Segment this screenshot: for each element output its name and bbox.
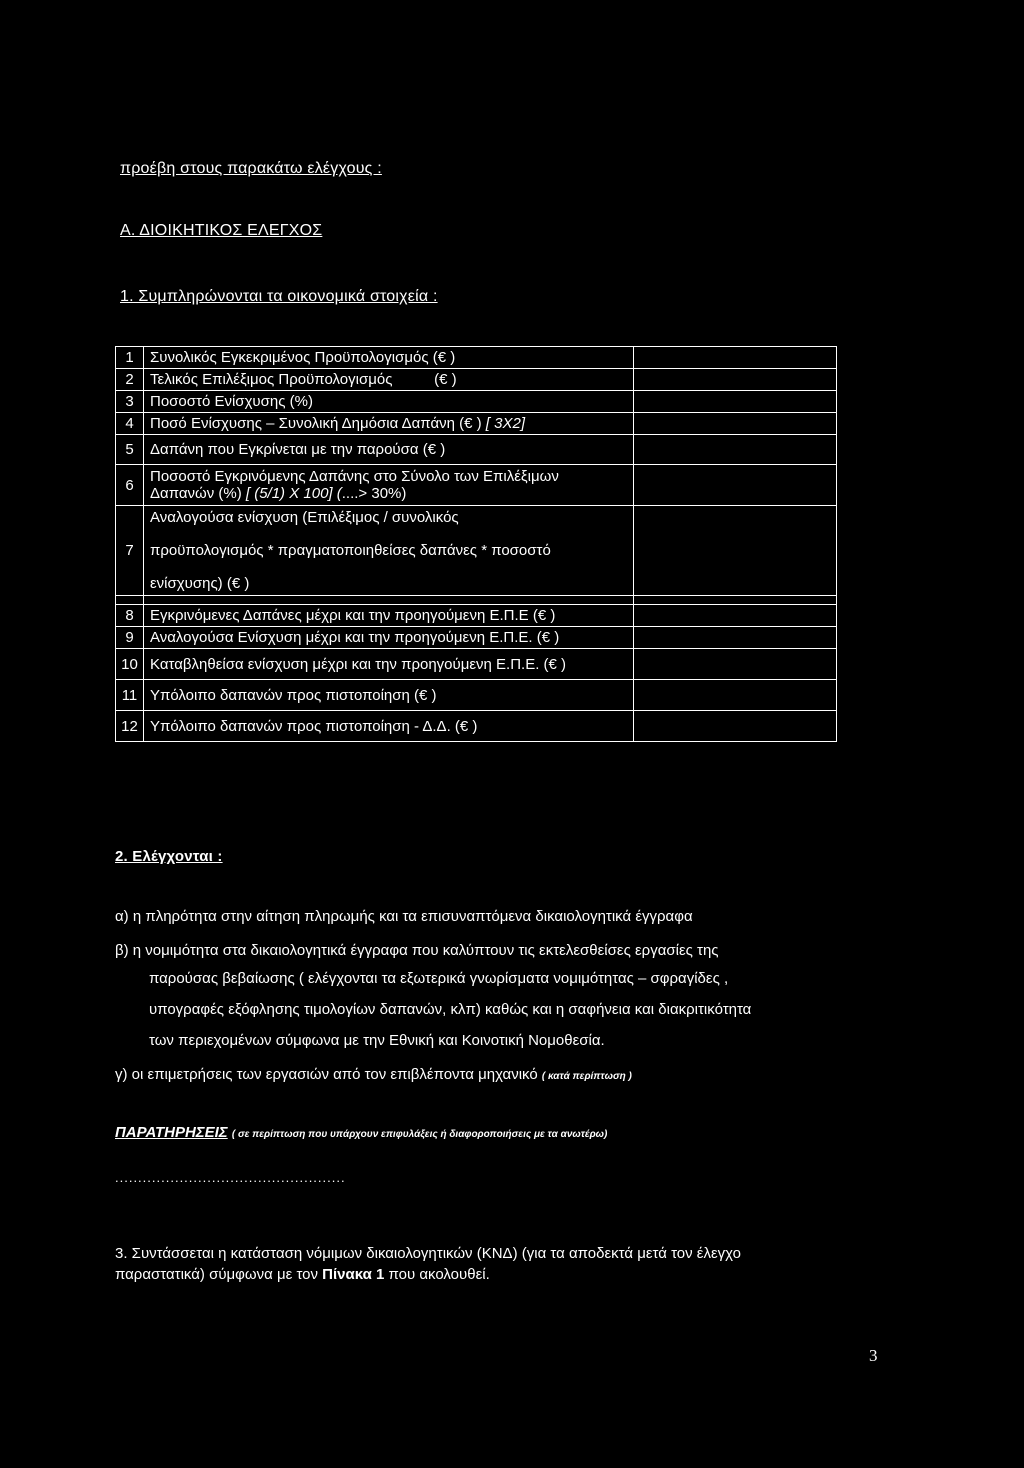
row-value (634, 413, 837, 435)
row-label-text: Ποσό Ενίσχυσης – Συνολική Δημόσια Δαπάνη (€ ) (150, 415, 482, 432)
table-row (116, 465, 837, 506)
row-value (634, 435, 837, 465)
row-label: Αναλογούσα Ενίσχυση μέχρι και την προηγούμενη Ε.Π.Ε. (€ ) (144, 627, 634, 649)
row-number: 4 (116, 413, 144, 435)
row-number: 6 (116, 465, 144, 506)
row-label (144, 465, 634, 506)
row-number: 3 (116, 391, 144, 413)
table-row (116, 680, 837, 711)
row-value (634, 347, 837, 369)
row-value (634, 506, 837, 596)
row-label-line: προϋπολογισμός * πραγματοποιηθείσες δαπάνες * ποσοστό (150, 542, 551, 559)
table-row (116, 711, 837, 742)
table-row (116, 649, 837, 680)
row-label (144, 413, 634, 435)
row-value (634, 711, 837, 742)
section-3-text: παραστατικά) σύμφωνα με τον (115, 1266, 323, 1283)
row-number: 2 (116, 369, 144, 391)
section-2-heading: 2. Ελέγχονται : (115, 848, 223, 865)
section-1-heading: 1. Συμπληρώνονται τα οικονομικά στοιχεία : (120, 288, 438, 305)
check-c-text (115, 1066, 632, 1083)
row-number: 5 (116, 435, 144, 465)
row-label-line: ενίσχυσης) (€ ) (150, 575, 250, 592)
row-number: 8 (116, 605, 144, 627)
row-number: 7 (116, 506, 144, 596)
check-a-text: α) η πληρότητα στην αίτηση πληρωμής και τα επισυναπτόμενα δικαιολογητικά έγγραφα (115, 908, 693, 925)
row-label-text: Δαπανών (%) (150, 485, 246, 502)
check-b-line: υπογραφές εξόφλησης τιμολογίων δαπανών, κλπ) καθώς και η σαφήνεια και διακριτικότητα (149, 1001, 752, 1018)
spacer-cell (144, 596, 634, 605)
spacer-cell (116, 596, 144, 605)
row-number: 12 (116, 711, 144, 742)
row-value (634, 627, 837, 649)
row-label-line: Ποσοστό Εγκρινόμενης Δαπάνης στο Σύνολο των Επιλέξιμων (150, 468, 559, 485)
check-b-line: β) η νομιμότητα στα δικαιολογητικά έγγραφα που καλύπτουν τις εκτελεσθείσες εργασίες της (115, 942, 719, 959)
section-3-line (115, 1266, 490, 1283)
row-label: Δαπάνη που Εγκρίνεται με την παρούσα (€ ) (144, 435, 634, 465)
row-label-text: ....> 30%) (341, 485, 407, 502)
row-label: Υπόλοιπο δαπανών προς πιστοποίηση (€ ) (144, 680, 634, 711)
remarks-line (115, 1124, 607, 1141)
table-row (116, 435, 837, 465)
row-label: Καταβληθείσα ενίσχυση μέχρι και την προηγούμενη Ε.Π.Ε. (€ ) (144, 649, 634, 680)
row-value (634, 649, 837, 680)
row-value (634, 680, 837, 711)
row-label-formula: [ (5/1) X 100] ( (245, 485, 342, 502)
page-number: 3 (869, 1346, 878, 1365)
row-number: 1 (116, 347, 144, 369)
table-row (116, 369, 837, 391)
section-3-table-ref: Πίνακα 1 (322, 1266, 385, 1283)
check-c-note: ( κατά περίπτωση ) (541, 1071, 632, 1082)
table-spacer (116, 596, 837, 605)
row-label-formula: [ 3X2] (481, 415, 525, 432)
section-3-text: που ακολουθεί. (384, 1266, 490, 1283)
check-c-label: γ) οι επιμετρήσεις των εργασιών από τον επιβλέποντα μηχανικό (115, 1066, 538, 1083)
table-row (116, 347, 837, 369)
row-label: Τελικός Επιλέξιμος Προϋπολογισμός (€ ) (144, 369, 634, 391)
remarks-note: ( σε περίπτωση που υπάρχουν επιφυλάξεις ή διαφοροποιήσεις με τα ανωτέρω) (231, 1129, 608, 1140)
row-label: Συνολικός Εγκεκριμένος Προϋπολογισμός (€ ) (144, 347, 634, 369)
remarks-fill-line: .................................................. (115, 1170, 346, 1185)
row-label-line (150, 485, 627, 502)
row-label: Υπόλοιπο δαπανών προς πιστοποίηση - Δ.Δ. (€ ) (144, 711, 634, 742)
check-b-line: παρούσας βεβαίωσης ( ελέγχονται τα εξωτερικά γνωρίσματα νομιμότητας – σφραγίδες , (149, 970, 729, 987)
financial-data-table (115, 346, 837, 742)
table-row (116, 627, 837, 649)
check-b-line: των περιεχομένων σύμφωνα με την Εθνική και Κοινοτική Νομοθεσία. (149, 1032, 605, 1049)
remarks-label: ΠΑΡΑΤΗΡΗΣΕΙΣ (115, 1124, 228, 1141)
row-value (634, 391, 837, 413)
row-value (634, 369, 837, 391)
row-value (634, 465, 837, 506)
row-label: Εγκρινόμενες Δαπάνες μέχρι και την προηγούμενη Ε.Π.Ε (€ ) (144, 605, 634, 627)
row-label-line: Αναλογούσα ενίσχυση (Επιλέξιμος / συνολικός (150, 509, 459, 526)
row-number: 10 (116, 649, 144, 680)
table-row (116, 506, 837, 596)
row-number: 11 (116, 680, 144, 711)
row-label: Ποσοστό Ενίσχυσης (%) (144, 391, 634, 413)
section-3-line: 3. Συντάσσεται η κατάσταση νόμιμων δικαιολογητικών (ΚΝΔ) (για τα αποδεκτά μετά τον έλεγχο (115, 1245, 741, 1262)
spacer-cell (634, 596, 837, 605)
section-a-heading: Α. ΔΙΟΙΚΗΤΙΚΟΣ ΕΛΕΓΧΟΣ (120, 222, 323, 239)
table-row (116, 413, 837, 435)
row-number: 9 (116, 627, 144, 649)
row-label (144, 506, 634, 596)
table-row (116, 605, 837, 627)
intro-heading: προέβη στους παρακάτω ελέγχους : (120, 160, 382, 177)
table-row (116, 391, 837, 413)
row-value (634, 605, 837, 627)
